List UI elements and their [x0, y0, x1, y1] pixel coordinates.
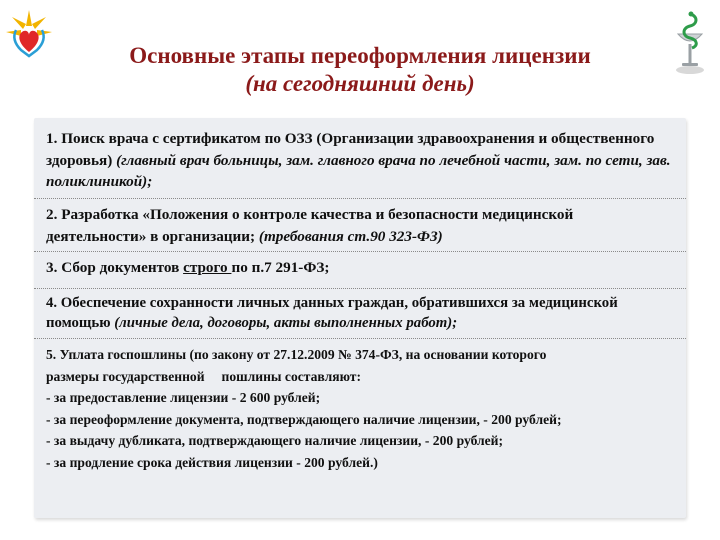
- content-panel: [34, 118, 686, 518]
- item-note: (главный врач больницы, зам. главного врача по лечебной части, зам. по сети, зав. поликлиникой);: [46, 151, 671, 190]
- fee-intro: 5. Уплата госпошлины (по закону от 27.12.2009 № 374-ФЗ, на основании которого: [46, 347, 547, 362]
- heart-logo-icon: [6, 8, 52, 62]
- title-subtitle: (на сегодняшний день): [245, 71, 475, 96]
- item-text: 3. Сбор документов: [46, 259, 184, 276]
- divider: [34, 338, 686, 339]
- list-item: [46, 257, 676, 279]
- list-item: [46, 204, 676, 247]
- item-note: (требования ст.90 323-ФЗ): [258, 227, 443, 245]
- item-note: (личные дела, договоры, акты выполненных работ);: [114, 314, 458, 331]
- item-text: 2. Разработка «Положения о контроле качества и безопасности медицинской деятельности» в организации;: [46, 206, 574, 245]
- fee-line: - за предоставление лицензии - 2 600 рублей;: [46, 390, 321, 406]
- title-main: Основные этапы переоформления лицензии: [129, 43, 591, 68]
- item-text: 4. Обеспечение сохранности личных данных граждан, обратившихся за медицинской помощью: [46, 295, 618, 331]
- fee-line: - за переоформление документа, подтверждающего наличие лицензии, - 200 рублей;: [46, 411, 562, 427]
- divider: [34, 251, 686, 252]
- page-title: [60, 42, 660, 98]
- fee-line: - за выдачу дубликата, подтверждающего наличие лицензии, - 200 рублей;: [46, 433, 504, 449]
- item-text: 1. Поиск врача с сертификатом по ОЗЗ (Организации здравоохранения и общественного здоровья): [46, 130, 655, 169]
- list-item: [46, 344, 676, 474]
- item-text-end: по п.7 291-ФЗ;: [231, 259, 330, 276]
- bowl-of-hygieia-icon: [668, 8, 712, 78]
- divider: [34, 198, 686, 199]
- divider: [34, 288, 686, 289]
- list-item: [46, 294, 676, 333]
- fee-line: - за продление срока действия лицензии - 200 рублей.): [46, 454, 378, 470]
- item-emphasis: строго: [183, 259, 232, 276]
- fee-intro: размеры государственной пошлины составляют:: [46, 368, 361, 384]
- list-item: [46, 128, 676, 193]
